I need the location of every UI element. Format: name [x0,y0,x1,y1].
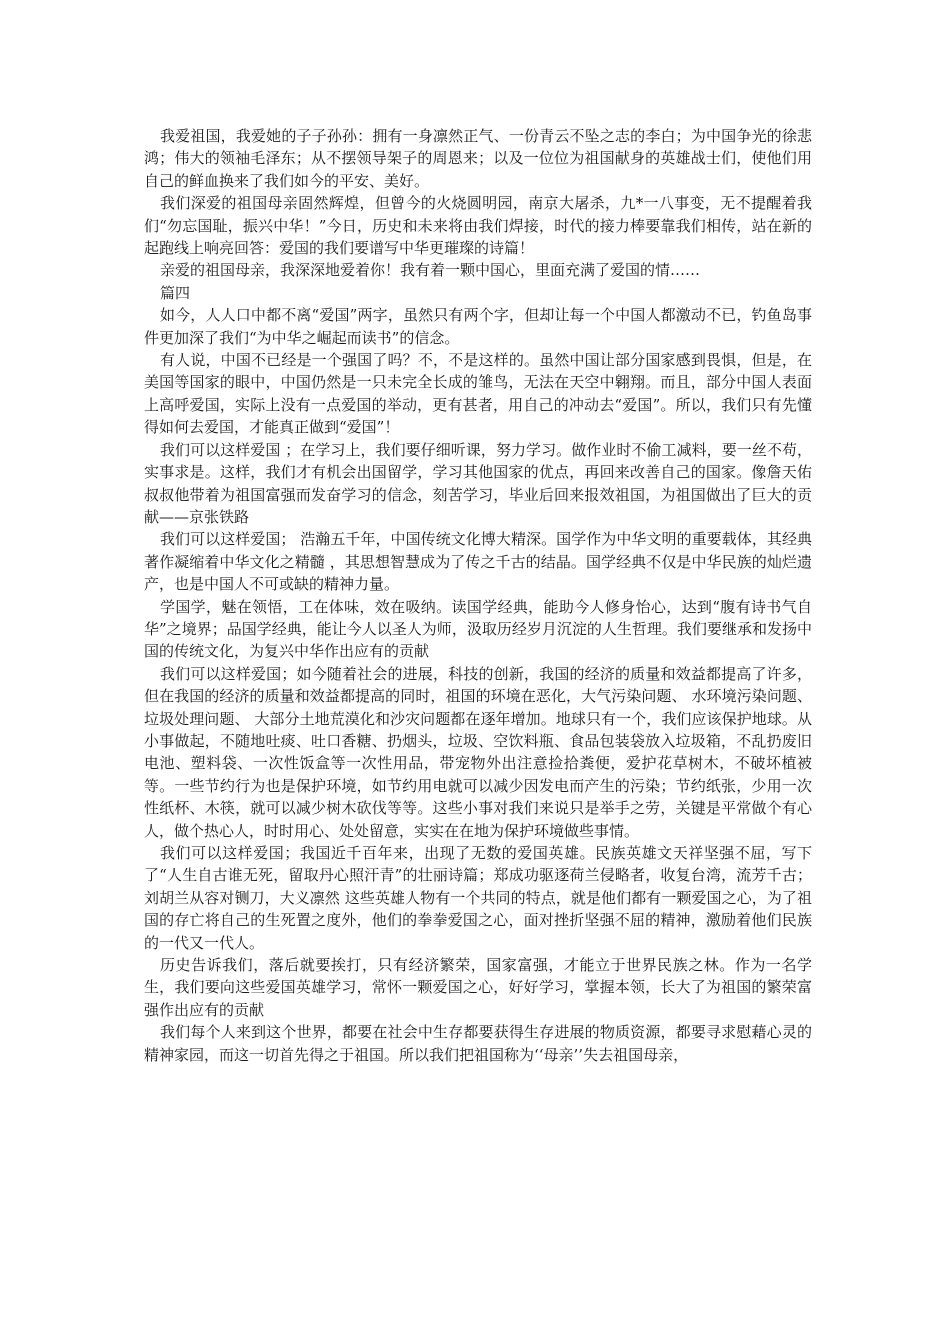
document-body [144,125,812,1066]
paragraph-history-lesson: 历史告诉我们，落后就要挨打，只有经济繁荣，国家富强，才能立于世界民族之林。作为一名学生，我们要向这些爱国英雄学习，常怀一颗爱国之心，好好学习，掌握本领，长大了为祖国的繁荣富强作出应有的贡献 [144,956,812,1019]
paragraph-learn-classics: 学国学，魅在领悟，工在体味，效在吸纳。读国学经典，能助今人修身怡心，达到“腹有诗书气自华”之境界；品国学经典，能让今人以圣人为师，汲取历经岁月沉淀的人生哲理。我们要继承和发扬中国的传统文化，为复兴中华作出应有的贡献 [144,597,812,661]
paragraph-protect-environment: 我们可以这样爱国；如今随着社会的进展，科技的创新，我国的经济的质量和效益都提高了许多，但在我国的经济的质量和效益都提高的同时，祖国的环境在恶化，大气污染问题、 水环境污染问题、 垃圾处理问题、 大部分土地荒漠化和沙灾问题都在逐年增加。地球只有一个，我们应该保护地球。从小事做起，不随地吐痰、吐口香糖、扔烟头，垃圾、空饮料瓶、食品包装袋放入垃圾箱，不乱扔废旧电池、塑料袋、一次性饭盒等一次性用品，带宠物外出注意捡拾粪便，爱护花草树木，不破坏植被等。一些节约行为也是保护环境，如节约用电就可以减少因发电而产生的污染；节约纸张，少用一次性纸杯、木筷，就可以减少树木砍伐等等。这些小事对我们来说只是举手之劳，关键是平常做个有心人，做个热心人，时时用心、处处留意，实实在在地为保护环境做些事情。 [144,664,812,840]
paragraph-study-hard: 我们可以这样爱国 ；在学习上，我们要仔细听课，努力学习。做作业时不偷工减料，要一丝不苟， 实事求是。这样，我们才有机会出国留学，学习其他国家的优点，再回来改善自己的国家。像詹天佑叔叔他带着为祖国富强而发奋学习的信念，刻苦学习，毕业后回来报效祖国，为祖国做出了巨大的贡献——京张铁路 [144,440,812,526]
paragraph-traditional-culture: 我们可以这样爱国； 浩瀚五千年，中国传统文化博大精深。国学作为中华文明的重要载体，其经典著作凝缩着中华文化之精髓 ，其思想智慧成为了传之千古的结晶。国学经典不仅是中华民族的灿烂遗产，也是中国人不可或缺的精神力量。 [144,530,812,594]
paragraph-patriotic-heroes: 我们可以这样爱国；我国近千百年来，出现了无数的爱国英雄。民族英雄文天祥坚强不屈，写下了“人生自古谁无死，留取丹心照汗青”的壮丽诗篇；郑成功驱逐荷兰侵略者，收复台湾，流芳千古；刘胡兰从容对铡刀，大义凛然 这些英雄人物有一个共同的特点，就是他们都有一颗爱国之心，为了祖国的存亡将自己的生死置之度外，他们的拳拳爱国之心，面对挫折坚强不屈的精神，激励着他们民族的一代又一代人。 [144,844,812,952]
paragraph-strong-nation: 有人说，中国不已经是一个强国了吗？不，不是这样的。虽然中国让部分国家感到畏惧，但是，在美国等国家的眼中，中国仍然是一只未完全长成的雏鸟，无法在天空中翱翔。而且，部分中国人表面上高呼爱国，实际上没有一点爱国的举动，更有甚者，用自己的冲动去“爱国”。所以，我们只有先懂得如何去爱国，才能真正做到“爱国”！ [144,351,812,437]
paragraph-love-motherland-people: 我爱祖国，我爱她的子子孙孙：拥有一身凛然正气、一份青云不坠之志的李白；为中国争光的徐悲鸿；伟大的领袖毛泽东；从不摆领导架子的周恩来；以及一位位为祖国献身的英雄战士们，使他们用自己的鲜血换来了我们如今的平安、美好。 [144,127,812,190]
section-heading-part-four: 篇四 [160,283,191,302]
paragraph-national-humiliation: 我们深爱的祖国母亲固然辉煌，但曾今的火烧圆明园，南京大屠杀，九*一八事变，无不提醒着我们“勿忘国耻，振兴中华！”今日，历史和未来将由我们焊接，时代的接力棒要靠我们相传，站在新的起跑线上响亮回答：爱国的我们要谱写中华更璀璨的诗篇！ [144,194,812,258]
paragraph-motherland-as-mother: 我们每个人来到这个世界，都要在社会中生存都要获得生存进展的物质资源，都要寻求慰藉心灵的精神家园，而这一切首先得之于祖国。所以我们把祖国称为‘‘母亲’’失去祖国母亲， [144,1023,812,1064]
paragraph-chinese-heart: 亲爱的祖国母亲，我深深地爱着你！我有着一颗中国心，里面充满了爱国的情…… [160,261,701,280]
paragraph-diaoyu-islands: 如今，人人口中都不离“爱国”两字，虽然只有两个字，但却让每一个中国人都激动不已，钓鱼岛事件更加深了我们“为中华之崛起而读书”的信念。 [144,306,812,347]
